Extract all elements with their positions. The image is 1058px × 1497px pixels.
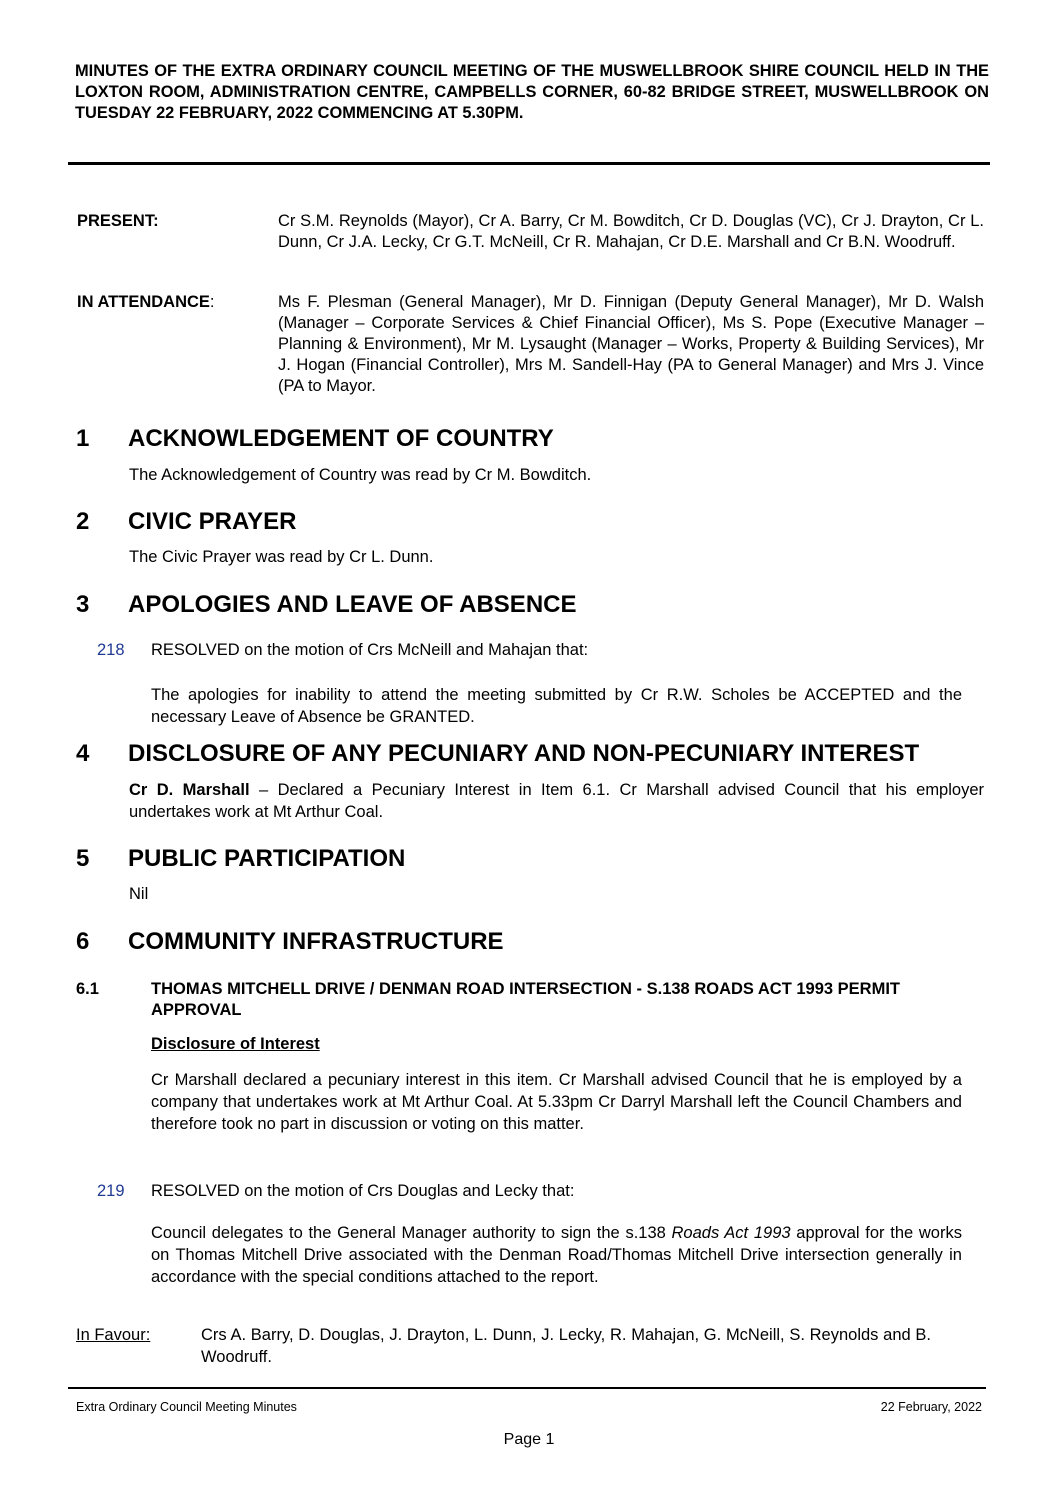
attendance-label — [77, 292, 215, 313]
resolution-218-body: The apologies for inability to attend the meeting submitted by Cr R.W. Scholes be ACCEPTED and the necessary Leave of Absence be GRANTED. — [151, 686, 962, 726]
section-4-declaration: – Declared a Pecuniary Interest in Item 6.1. Cr Marshall advised Council that his employer undertakes work at Mt Arthur Coal. — [129, 781, 984, 821]
item-6-1-number: 6.1 — [76, 980, 99, 998]
item-6-1-title: THOMAS MITCHELL DRIVE / DENMAN ROAD INTERSECTION - S.138 ROADS ACT 1993 PERMIT APPROVAL — [151, 980, 900, 1019]
section-4-text — [129, 779, 984, 823]
attendance-label-text: IN ATTENDANCE — [77, 293, 210, 311]
attendance-label-colon: : — [209, 293, 215, 311]
section-2-number: 2 — [76, 508, 90, 535]
section-5-text: Nil — [129, 885, 149, 903]
resolution-219-body — [151, 1222, 962, 1288]
footer-document-name: Extra Ordinary Council Meeting Minutes — [76, 1400, 297, 1414]
section-4-title: DISCLOSURE OF ANY PECUNIARY AND NON-PECUNIARY INTEREST — [128, 740, 920, 767]
section-3-title: APOLOGIES AND LEAVE OF ABSENCE — [128, 591, 577, 618]
resolution-219-number: 219 — [97, 1182, 125, 1200]
section-1-number: 1 — [76, 425, 90, 452]
section-1-text: The Acknowledgement of Country was read by Cr M. Bowditch. — [129, 466, 592, 484]
minutes-title: MINUTES OF THE EXTRA ORDINARY COUNCIL MEETING OF THE MUSWELLBROOK SHIRE COUNCIL HELD IN THE LOXTON ROOM, ADMINISTRATION CENTRE, CAMPBELLS CORNER, 60-82 BRIDGE STREET, MUSWELLBROOK ON TUESDAY 22 FEBRUARY, 2022 COMMENCING AT 5.30PM. — [75, 62, 989, 122]
section-4-councillor-name: Cr D. Marshall — [129, 781, 250, 799]
disclosure-text: Cr Marshall declared a pecuniary interest in this item. Cr Marshall advised Council that he is employed by a company that undertakes work at Mt Arthur Coal. At 5.33pm Cr Darryl Marshall left the Council Chambers and therefore took no part in discussion or voting on this matter. — [151, 1071, 962, 1133]
section-4-number: 4 — [76, 740, 90, 767]
resolution-219-text: RESOLVED on the motion of Crs Douglas and Lecky that: — [151, 1182, 575, 1200]
resolution-219-act-name: Roads Act 1993 — [671, 1224, 791, 1242]
section-2-title: CIVIC PRAYER — [128, 508, 297, 535]
resolution-219-body-part2: approval for the works on Thomas Mitchell Drive associated with the Denman Road/Thomas Mitchell Drive intersection generally in accordance with the special conditions attached to the report. — [151, 1224, 962, 1286]
present-label: PRESENT: — [77, 212, 159, 230]
disclosure-subheading: Disclosure of Interest — [151, 1035, 320, 1053]
header-divider — [68, 162, 990, 165]
resolution-218-number: 218 — [97, 641, 125, 659]
section-1-title: ACKNOWLEDGEMENT OF COUNTRY — [128, 425, 554, 452]
resolution-218-text: RESOLVED on the motion of Crs McNeill and Mahajan that: — [151, 641, 589, 659]
vote-label: In Favour: — [76, 1326, 151, 1344]
section-2-text: The Civic Prayer was read by Cr L. Dunn. — [129, 548, 434, 566]
present-text: Cr S.M. Reynolds (Mayor), Cr A. Barry, Cr M. Bowditch, Cr D. Douglas (VC), Cr J. Drayton, Cr L. Dunn, Cr J.A. Lecky, Cr G.T. McNeill, Cr R. Mahajan, Cr D.E. Marshall and Cr B.N. Woodruff. — [278, 212, 984, 251]
vote-text: Crs A. Barry, D. Douglas, J. Drayton, L. Dunn, J. Lecky, R. Mahajan, G. McNeill, S. Reynolds and B. Woodruff. — [201, 1326, 931, 1366]
section-5-title: PUBLIC PARTICIPATION — [128, 845, 406, 872]
section-6-title: COMMUNITY INFRASTRUCTURE — [128, 928, 504, 955]
footer-divider — [68, 1387, 986, 1389]
footer-date: 22 February, 2022 — [880, 1400, 982, 1414]
attendance-text: Ms F. Plesman (General Manager), Mr D. Finnigan (Deputy General Manager), Mr D. Walsh (Manager – Corporate Services & Chief Financial Officer), Ms S. Pope (Executive Manager – Planning & Environment), Mr M. Lysaught (Manager – Works, Property & Building Services), Mr J. Hogan (Financial Controller), Mrs M. Sandell-Hay (PA to General Manager) and Mrs J. Vince (PA to Mayor. — [278, 293, 984, 395]
page-number: Page 1 — [503, 1431, 555, 1448]
resolution-219-body-part1: Council delegates to the General Manager authority to sign the s.138 — [151, 1224, 672, 1242]
section-3-number: 3 — [76, 591, 90, 618]
section-6-number: 6 — [76, 928, 90, 955]
section-5-number: 5 — [76, 845, 90, 872]
